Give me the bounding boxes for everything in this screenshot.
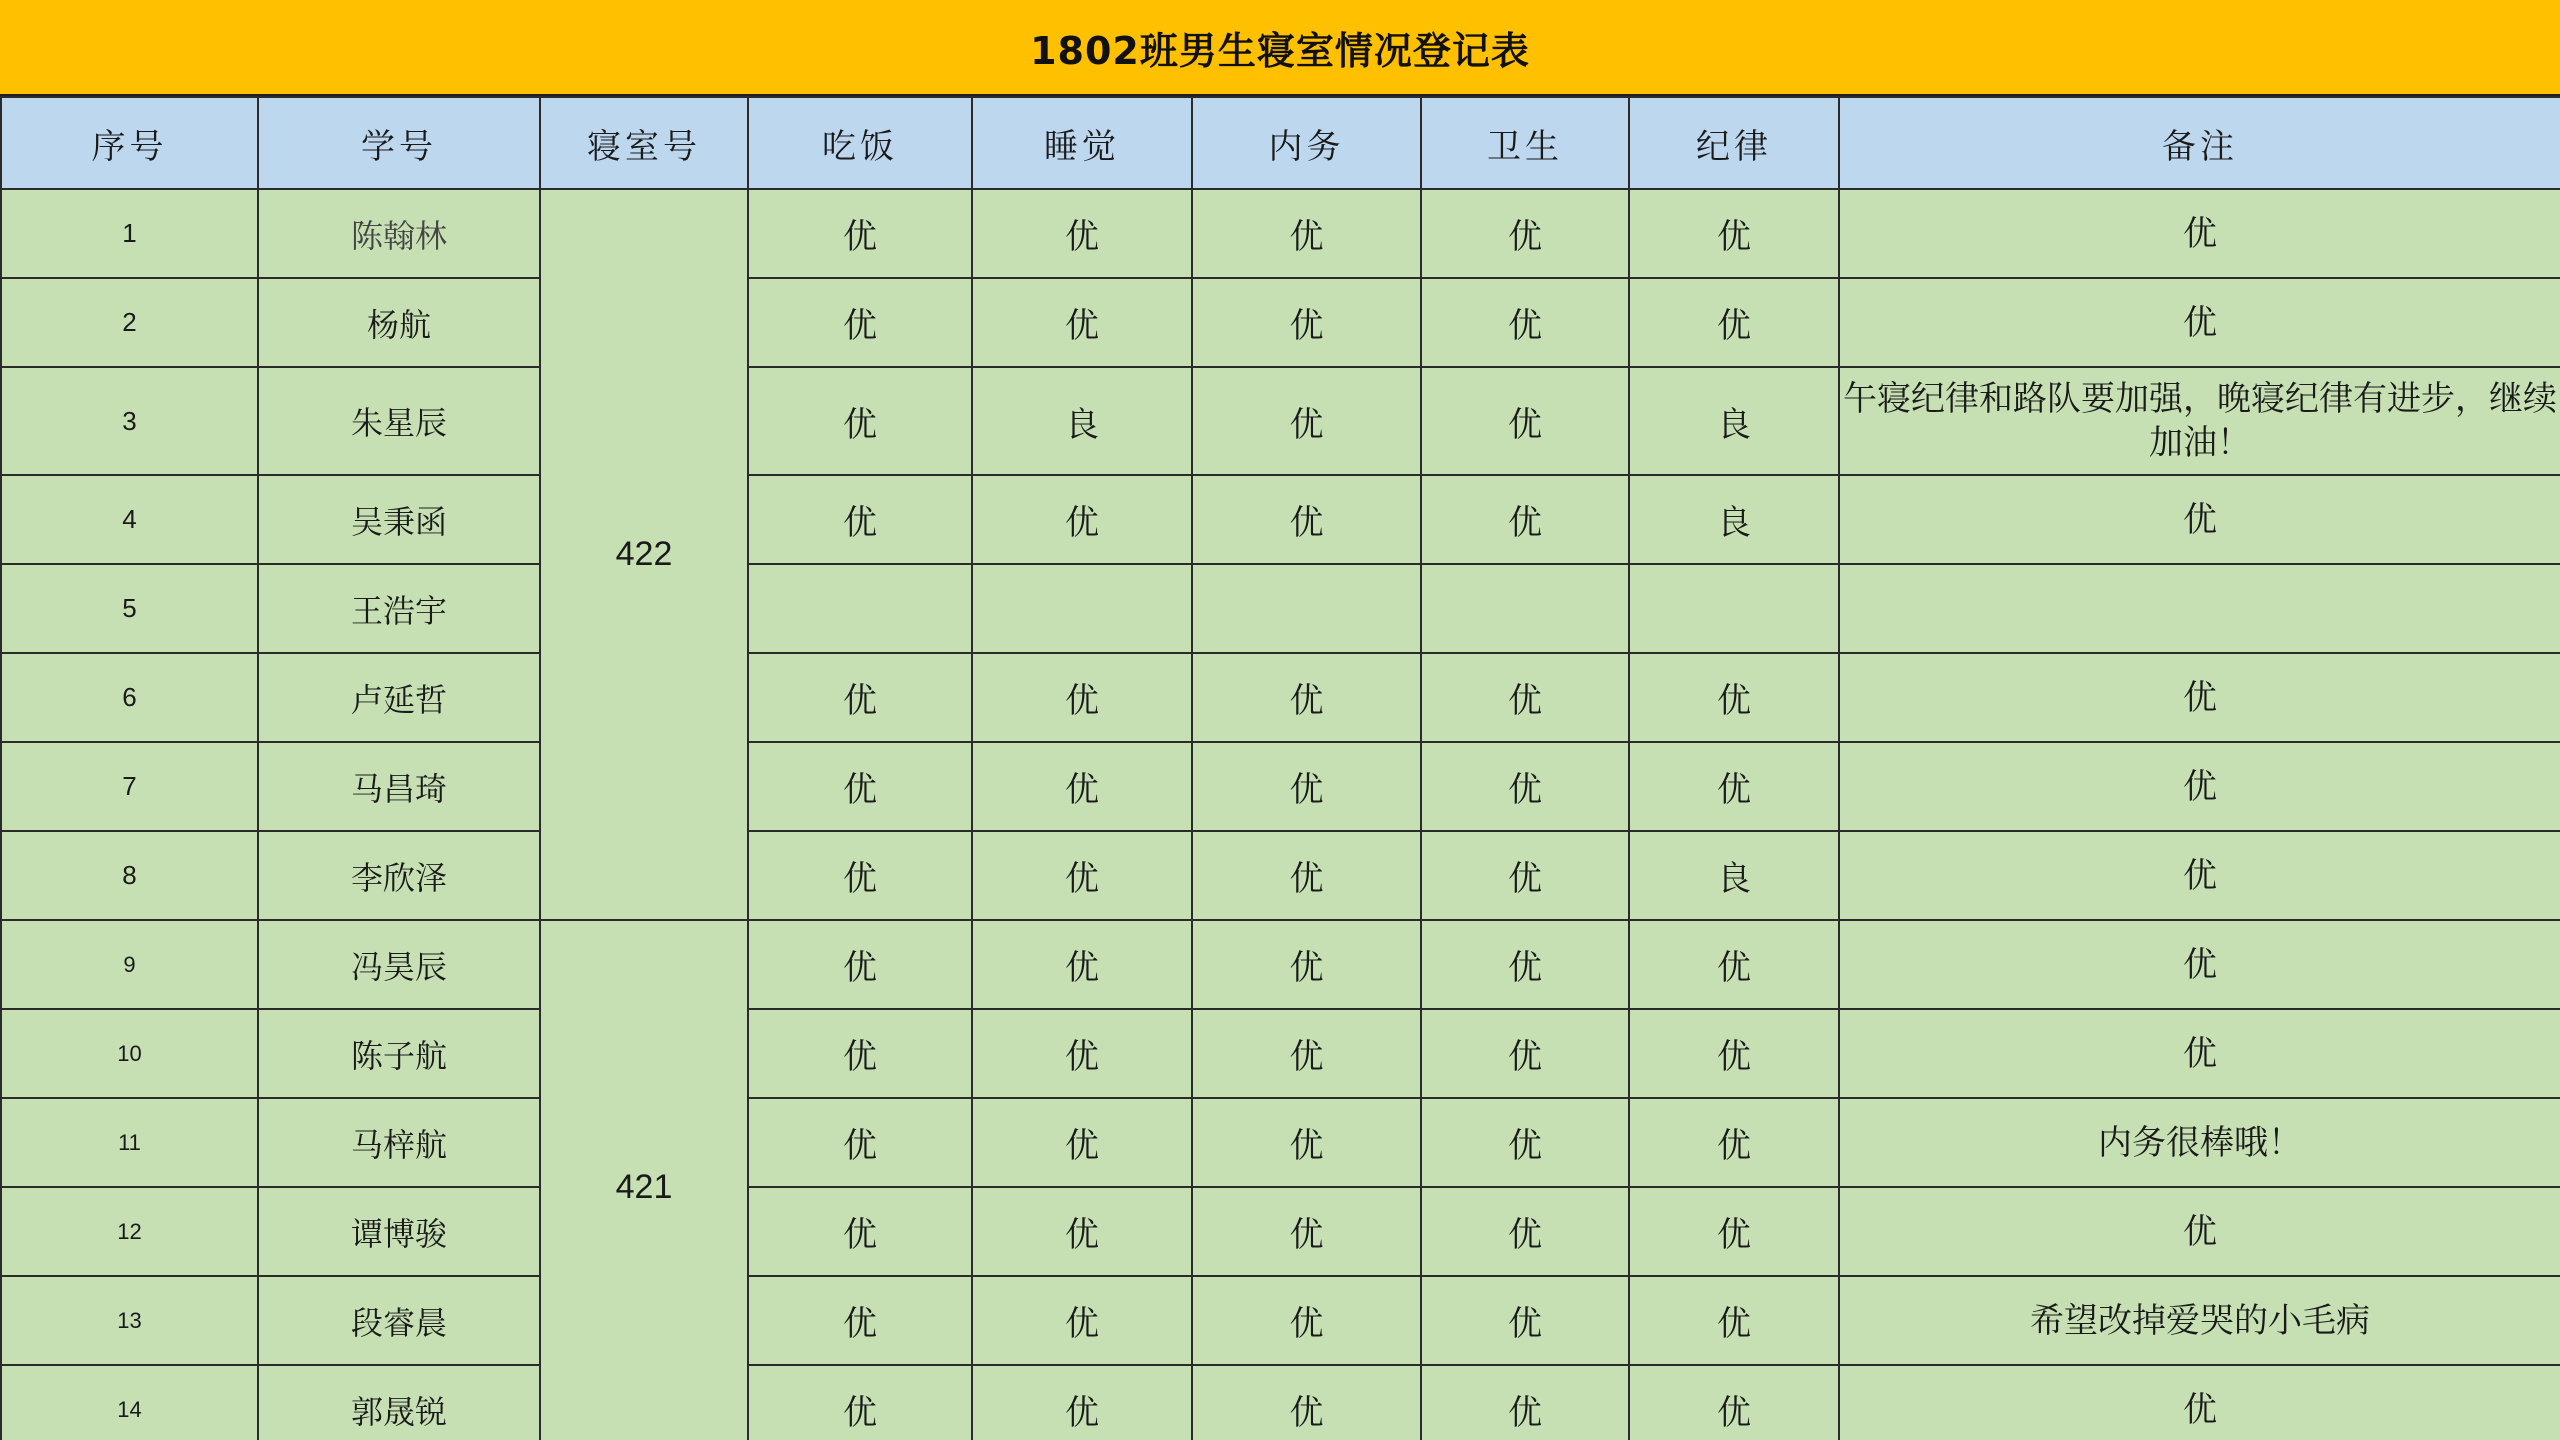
hygiene-cell[interactable]: 优 bbox=[1421, 278, 1629, 367]
remark-cell[interactable]: 优 bbox=[1839, 920, 2560, 1009]
table-row bbox=[1, 653, 2560, 742]
housekeeping-cell[interactable]: 优 bbox=[1192, 278, 1421, 367]
remark-cell[interactable]: 优 bbox=[1839, 1365, 2560, 1440]
hygiene-cell[interactable]: 优 bbox=[1421, 920, 1629, 1009]
name-cell[interactable]: 卢延哲 bbox=[258, 653, 540, 742]
hygiene-cell[interactable]: 优 bbox=[1421, 742, 1629, 831]
table-row bbox=[1, 920, 2560, 1009]
discipline-cell[interactable]: 优 bbox=[1629, 1365, 1839, 1440]
hygiene-cell[interactable]: 优 bbox=[1421, 1009, 1629, 1098]
eating-cell[interactable]: 优 bbox=[748, 367, 972, 475]
discipline-cell[interactable]: 优 bbox=[1629, 653, 1839, 742]
room-cell-421[interactable]: 421 bbox=[540, 920, 748, 1440]
sleeping-cell[interactable]: 优 bbox=[972, 278, 1192, 367]
hygiene-cell[interactable]: 优 bbox=[1421, 653, 1629, 742]
discipline-cell[interactable]: 优 bbox=[1629, 1009, 1839, 1098]
table-row bbox=[1, 564, 2560, 653]
eating-cell[interactable]: 优 bbox=[748, 653, 972, 742]
housekeeping-cell[interactable]: 优 bbox=[1192, 475, 1421, 564]
discipline-cell[interactable]: 良 bbox=[1629, 367, 1839, 475]
name-cell[interactable]: 冯昊辰 bbox=[258, 920, 540, 1009]
housekeeping-cell[interactable]: 优 bbox=[1192, 831, 1421, 920]
eating-cell[interactable] bbox=[748, 564, 972, 653]
discipline-cell[interactable]: 优 bbox=[1629, 1187, 1839, 1276]
table-row bbox=[1, 1276, 2560, 1365]
remark-cell[interactable]: 优 bbox=[1839, 278, 2560, 367]
sleeping-cell[interactable] bbox=[972, 564, 1192, 653]
name-cell[interactable]: 李欣泽 bbox=[258, 831, 540, 920]
name-cell[interactable]: 马昌琦 bbox=[258, 742, 540, 831]
seq-cell[interactable]: 4 bbox=[1, 475, 258, 564]
table-row bbox=[1, 1365, 2560, 1440]
header-sleeping[interactable]: 睡觉 bbox=[972, 97, 1192, 189]
seq-cell[interactable]: 1 bbox=[1, 189, 258, 278]
header-housekeeping[interactable]: 内务 bbox=[1192, 97, 1421, 189]
table-row bbox=[1, 742, 2560, 831]
discipline-cell[interactable]: 优 bbox=[1629, 920, 1839, 1009]
sleeping-cell[interactable]: 优 bbox=[972, 831, 1192, 920]
housekeeping-cell[interactable]: 优 bbox=[1192, 742, 1421, 831]
hygiene-cell[interactable] bbox=[1421, 564, 1629, 653]
discipline-cell[interactable]: 优 bbox=[1629, 1098, 1839, 1187]
table-row bbox=[1, 367, 2560, 475]
eating-cell[interactable]: 优 bbox=[748, 475, 972, 564]
sleeping-cell[interactable]: 优 bbox=[972, 742, 1192, 831]
table-row bbox=[1, 1187, 2560, 1276]
eating-cell[interactable]: 优 bbox=[748, 278, 972, 367]
remark-cell[interactable]: 希望改掉爱哭的小毛病 bbox=[1839, 1276, 2560, 1365]
housekeeping-cell[interactable]: 优 bbox=[1192, 920, 1421, 1009]
seq-cell[interactable]: 13 bbox=[1, 1276, 258, 1365]
seq-cell[interactable]: 14 bbox=[1, 1365, 258, 1440]
name-cell[interactable]: 段睿晨 bbox=[258, 1276, 540, 1365]
housekeeping-cell[interactable]: 优 bbox=[1192, 1009, 1421, 1098]
hygiene-cell[interactable]: 优 bbox=[1421, 367, 1629, 475]
remark-cell[interactable]: 优 bbox=[1839, 653, 2560, 742]
sleeping-cell[interactable]: 优 bbox=[972, 920, 1192, 1009]
sleeping-cell[interactable]: 优 bbox=[972, 653, 1192, 742]
remark-cell[interactable]: 内务很棒哦！ bbox=[1839, 1098, 2560, 1187]
seq-cell[interactable]: 5 bbox=[1, 564, 258, 653]
eating-cell[interactable]: 优 bbox=[748, 1009, 972, 1098]
seq-cell[interactable]: 9 bbox=[1, 920, 258, 1009]
remark-cell[interactable]: 午寝纪律和路队要加强，晚寝纪律有进步，继续加油！ bbox=[1839, 367, 2560, 475]
discipline-cell[interactable]: 良 bbox=[1629, 475, 1839, 564]
dorm-register-table bbox=[0, 96, 2560, 1440]
header-hygiene[interactable]: 卫生 bbox=[1421, 97, 1629, 189]
name-cell[interactable]: 郭晟锐 bbox=[258, 1365, 540, 1440]
table-row bbox=[1, 475, 2560, 564]
hygiene-cell[interactable]: 优 bbox=[1421, 189, 1629, 278]
housekeeping-cell[interactable]: 优 bbox=[1192, 653, 1421, 742]
remark-cell[interactable]: 优 bbox=[1839, 831, 2560, 920]
table-row bbox=[1, 831, 2560, 920]
name-cell[interactable]: 朱星辰 bbox=[258, 367, 540, 475]
name-cell[interactable]: 马梓航 bbox=[258, 1098, 540, 1187]
hygiene-cell[interactable]: 优 bbox=[1421, 1276, 1629, 1365]
hygiene-cell[interactable]: 优 bbox=[1421, 1365, 1629, 1440]
sleeping-cell[interactable]: 优 bbox=[972, 1009, 1192, 1098]
table-row bbox=[1, 278, 2560, 367]
eating-cell[interactable]: 优 bbox=[748, 1098, 972, 1187]
remark-cell[interactable]: 优 bbox=[1839, 1009, 2560, 1098]
hygiene-cell[interactable]: 优 bbox=[1421, 831, 1629, 920]
seq-cell[interactable]: 3 bbox=[1, 367, 258, 475]
eating-cell[interactable]: 优 bbox=[748, 1187, 972, 1276]
name-cell[interactable]: 陈子航 bbox=[258, 1009, 540, 1098]
seq-cell[interactable]: 6 bbox=[1, 653, 258, 742]
name-cell[interactable]: 王浩宇 bbox=[258, 564, 540, 653]
discipline-cell[interactable] bbox=[1629, 564, 1839, 653]
discipline-cell[interactable]: 优 bbox=[1629, 742, 1839, 831]
eating-cell[interactable]: 优 bbox=[748, 1276, 972, 1365]
sheet-title[interactable]: 1802班男生寝室情况登记表 bbox=[0, 0, 2560, 96]
remark-cell[interactable]: 优 bbox=[1839, 1187, 2560, 1276]
remark-cell[interactable] bbox=[1839, 564, 2560, 653]
discipline-cell[interactable]: 优 bbox=[1629, 278, 1839, 367]
remark-cell[interactable]: 优 bbox=[1839, 189, 2560, 278]
table-body bbox=[1, 189, 2560, 1440]
name-cell[interactable]: 吴秉函 bbox=[258, 475, 540, 564]
header-room[interactable]: 寝室号 bbox=[540, 97, 748, 189]
seq-cell[interactable]: 12 bbox=[1, 1187, 258, 1276]
sleeping-cell[interactable]: 优 bbox=[972, 1187, 1192, 1276]
hygiene-cell[interactable]: 优 bbox=[1421, 1098, 1629, 1187]
eating-cell[interactable]: 优 bbox=[748, 742, 972, 831]
sleeping-cell[interactable]: 优 bbox=[972, 1276, 1192, 1365]
name-cell[interactable]: 谭博骏 bbox=[258, 1187, 540, 1276]
hygiene-cell[interactable]: 优 bbox=[1421, 1187, 1629, 1276]
sleeping-cell[interactable]: 优 bbox=[972, 189, 1192, 278]
remark-cell[interactable]: 优 bbox=[1839, 742, 2560, 831]
eating-cell[interactable]: 优 bbox=[748, 920, 972, 1009]
seq-cell[interactable]: 11 bbox=[1, 1098, 258, 1187]
seq-cell[interactable]: 10 bbox=[1, 1009, 258, 1098]
discipline-cell[interactable]: 优 bbox=[1629, 189, 1839, 278]
housekeeping-cell[interactable]: 优 bbox=[1192, 1276, 1421, 1365]
table-row bbox=[1, 1098, 2560, 1187]
eating-cell[interactable]: 优 bbox=[748, 189, 972, 278]
housekeeping-cell[interactable]: 优 bbox=[1192, 367, 1421, 475]
housekeeping-cell[interactable]: 优 bbox=[1192, 1098, 1421, 1187]
sleeping-cell[interactable]: 优 bbox=[972, 1365, 1192, 1440]
eating-cell[interactable]: 优 bbox=[748, 831, 972, 920]
seq-cell[interactable]: 8 bbox=[1, 831, 258, 920]
discipline-cell[interactable]: 优 bbox=[1629, 1276, 1839, 1365]
table-row bbox=[1, 1009, 2560, 1098]
header-discipline[interactable]: 纪律 bbox=[1629, 97, 1839, 189]
sleeping-cell[interactable]: 良 bbox=[972, 367, 1192, 475]
seq-cell[interactable]: 2 bbox=[1, 278, 258, 367]
sleeping-cell[interactable]: 优 bbox=[972, 1098, 1192, 1187]
header-student-id[interactable]: 学号 bbox=[258, 97, 540, 189]
header-row bbox=[1, 97, 2560, 189]
discipline-cell[interactable]: 良 bbox=[1629, 831, 1839, 920]
sleeping-cell[interactable]: 优 bbox=[972, 475, 1192, 564]
hygiene-cell[interactable]: 优 bbox=[1421, 475, 1629, 564]
name-cell[interactable]: 陈翰林 bbox=[258, 189, 540, 278]
room-cell-422[interactable]: 422 bbox=[540, 189, 748, 920]
housekeeping-cell[interactable]: 优 bbox=[1192, 189, 1421, 278]
remark-cell[interactable]: 优 bbox=[1839, 475, 2560, 564]
housekeeping-cell[interactable]: 优 bbox=[1192, 1187, 1421, 1276]
housekeeping-cell[interactable]: 优 bbox=[1192, 1365, 1421, 1440]
name-cell[interactable]: 杨航 bbox=[258, 278, 540, 367]
header-eating[interactable]: 吃饭 bbox=[748, 97, 972, 189]
eating-cell[interactable]: 优 bbox=[748, 1365, 972, 1440]
seq-cell[interactable]: 7 bbox=[1, 742, 258, 831]
header-remark[interactable]: 备注 bbox=[1839, 97, 2560, 189]
header-seq[interactable]: 序号 bbox=[1, 97, 258, 189]
housekeeping-cell[interactable] bbox=[1192, 564, 1421, 653]
table-row bbox=[1, 189, 2560, 278]
